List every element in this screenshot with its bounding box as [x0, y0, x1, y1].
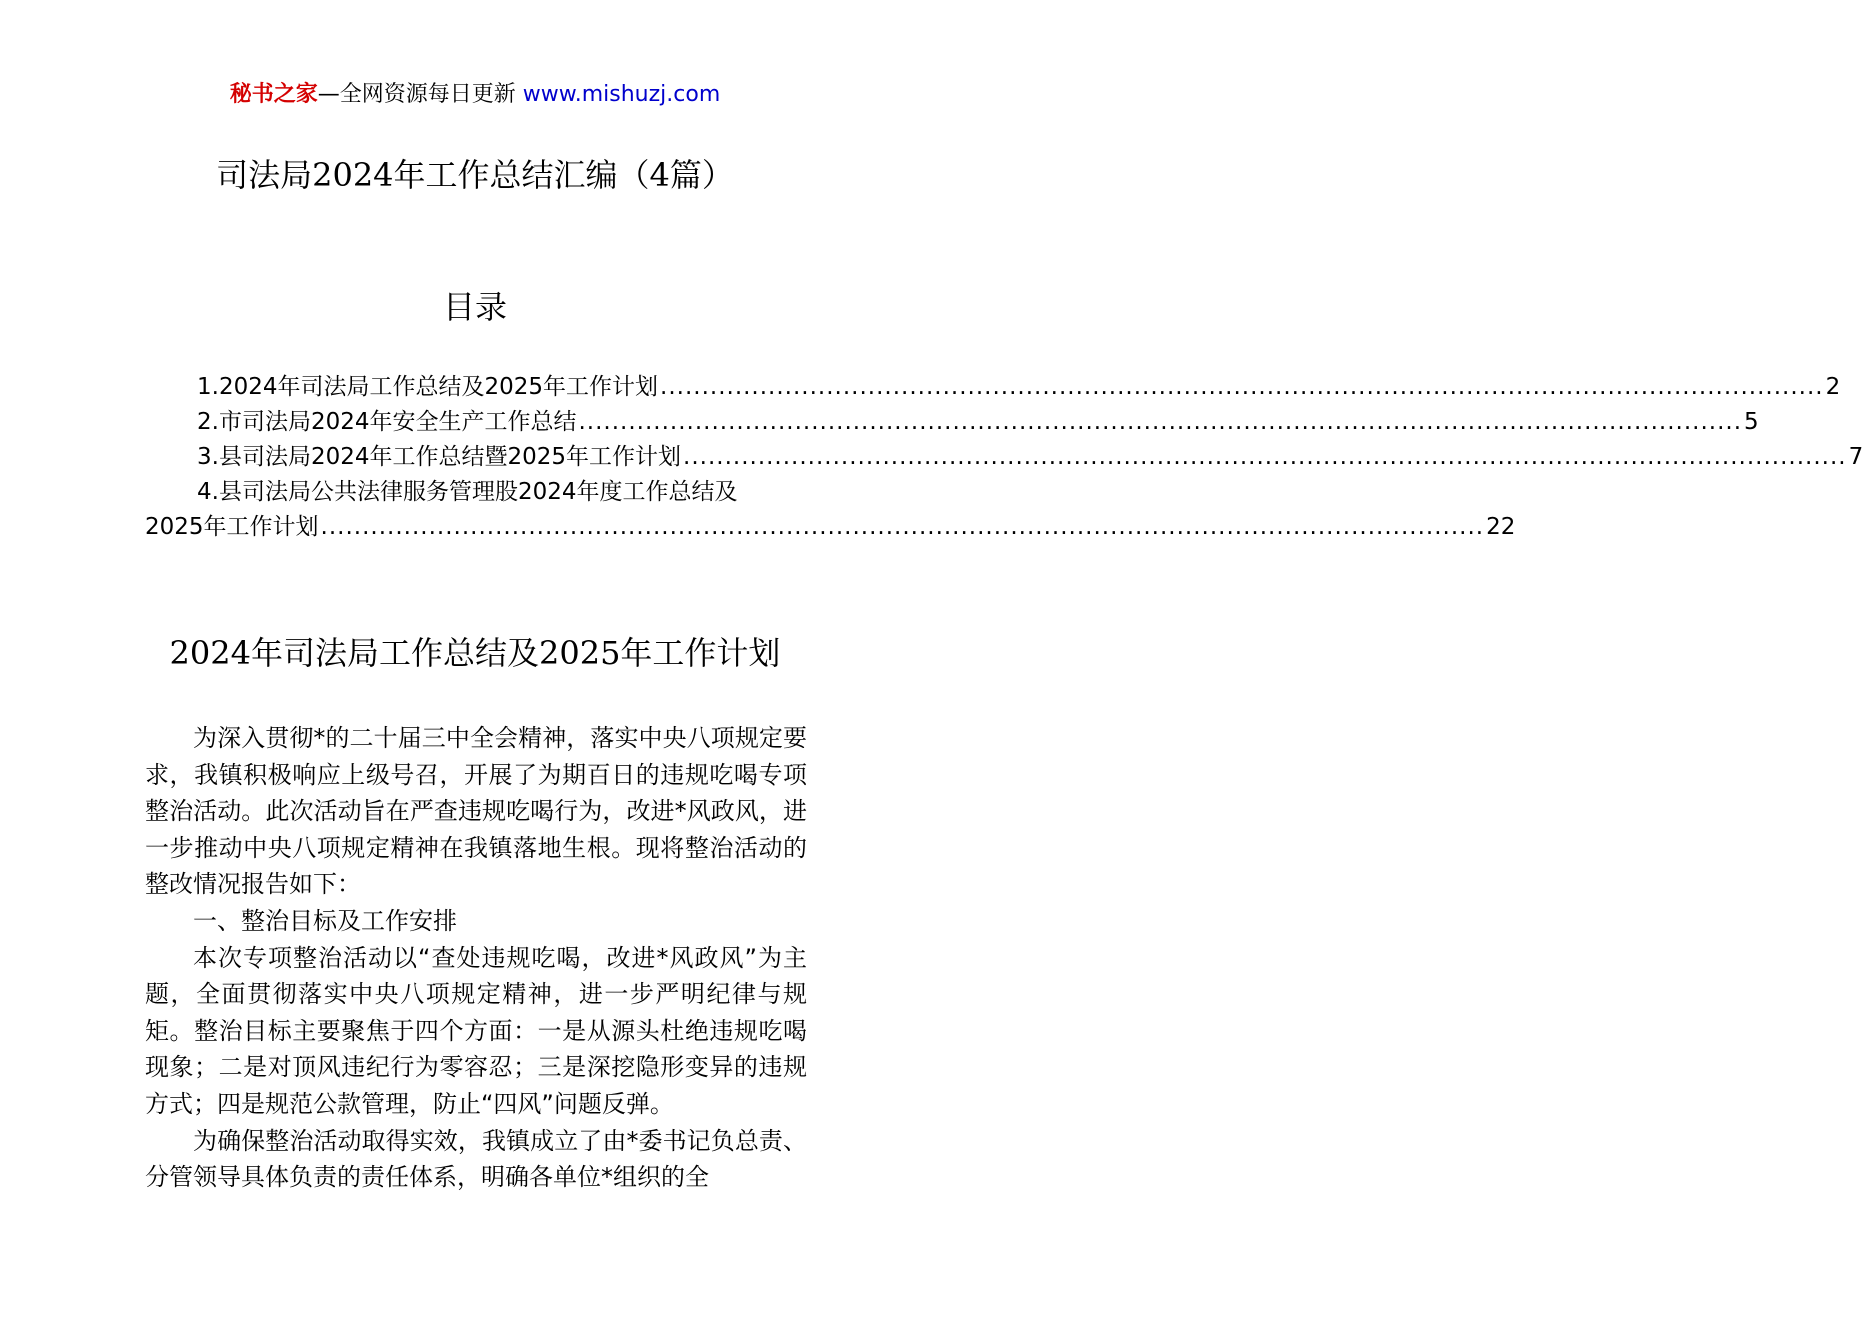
toc-leader: ............................................................................................................................................: [578, 409, 1743, 435]
toc-item-3[interactable]: [145, 440, 1863, 475]
paragraph-heading: 一、整治目标及工作安排: [193, 906, 457, 935]
paragraph: 为深入贯彻*的二十届三中全会精神，落实中央八项规定要求，我镇积极响应上级号召，开展了为期百日的违规吃喝专项整治活动。此次活动旨在严查违规吃喝行为，改进*风政风，进一步推动中央八项规定精神在我镇落地生根。现将整治活动的整改情况报告如下：: [145, 724, 807, 899]
toc-item-title: 2025年工作计划: [145, 514, 319, 540]
toc-leader: ............................................................................................................................................: [660, 374, 1824, 400]
toc-item-title: 1.2024年司法局工作总结及2025年工作计划: [197, 374, 659, 400]
toc-item-4-continued[interactable]: [145, 510, 1516, 545]
toc-leader: ............................................................................................................................................: [320, 514, 1485, 540]
section-title: 2024年司法局工作总结及2025年工作计划: [169, 634, 781, 672]
toc-item-page: 5: [1744, 409, 1759, 435]
site-url-link[interactable]: www.mishuzj.com: [522, 82, 721, 107]
toc-item-title: 4.县司法局公共法律服务管理股2024年度工作总结及: [197, 479, 738, 505]
table-of-contents: [145, 370, 1863, 545]
site-header: [0, 80, 950, 110]
toc-item-page: 2: [1825, 374, 1841, 400]
toc-item-title: 2.市司法局2024年安全生产工作总结: [197, 409, 577, 435]
document-title: 司法局2024年工作总结汇编（4篇）: [216, 156, 734, 194]
toc-item-1[interactable]: [145, 370, 1841, 405]
section-body: [145, 720, 807, 1196]
paragraph: 为确保整治活动取得实效，我镇成立了由*委书记负总责、分管领导具体负责的责任体系，明确各单位*组织的全: [145, 1126, 807, 1192]
paragraph: 本次专项整治活动以“查处违规吃喝，改进*风政风”为主题，全面贯彻落实中央八项规定精神，进一步严明纪律与规矩。整治目标主要聚焦于四个方面：一是从源头杜绝违规吃喝现象；二是对顶风违纪行为零容忍；三是深挖隐形变异的违规方式；四是规范公款管理，防止“四风”问题反弹。: [145, 943, 807, 1118]
toc-item-title: 3.县司法局2024年工作总结暨2025年工作计划: [197, 444, 682, 470]
header-tagline: —全网资源每日更新: [317, 82, 523, 107]
toc-item-2[interactable]: [145, 405, 1759, 440]
toc-item-4[interactable]: [145, 475, 805, 510]
toc-title: 目录: [442, 288, 507, 326]
toc-leader: ............................................................................................................................................: [683, 444, 1847, 470]
toc-item-page: 7: [1848, 444, 1863, 470]
toc-item-page: 22: [1486, 514, 1516, 540]
brand-name: 秘书之家: [229, 82, 318, 107]
